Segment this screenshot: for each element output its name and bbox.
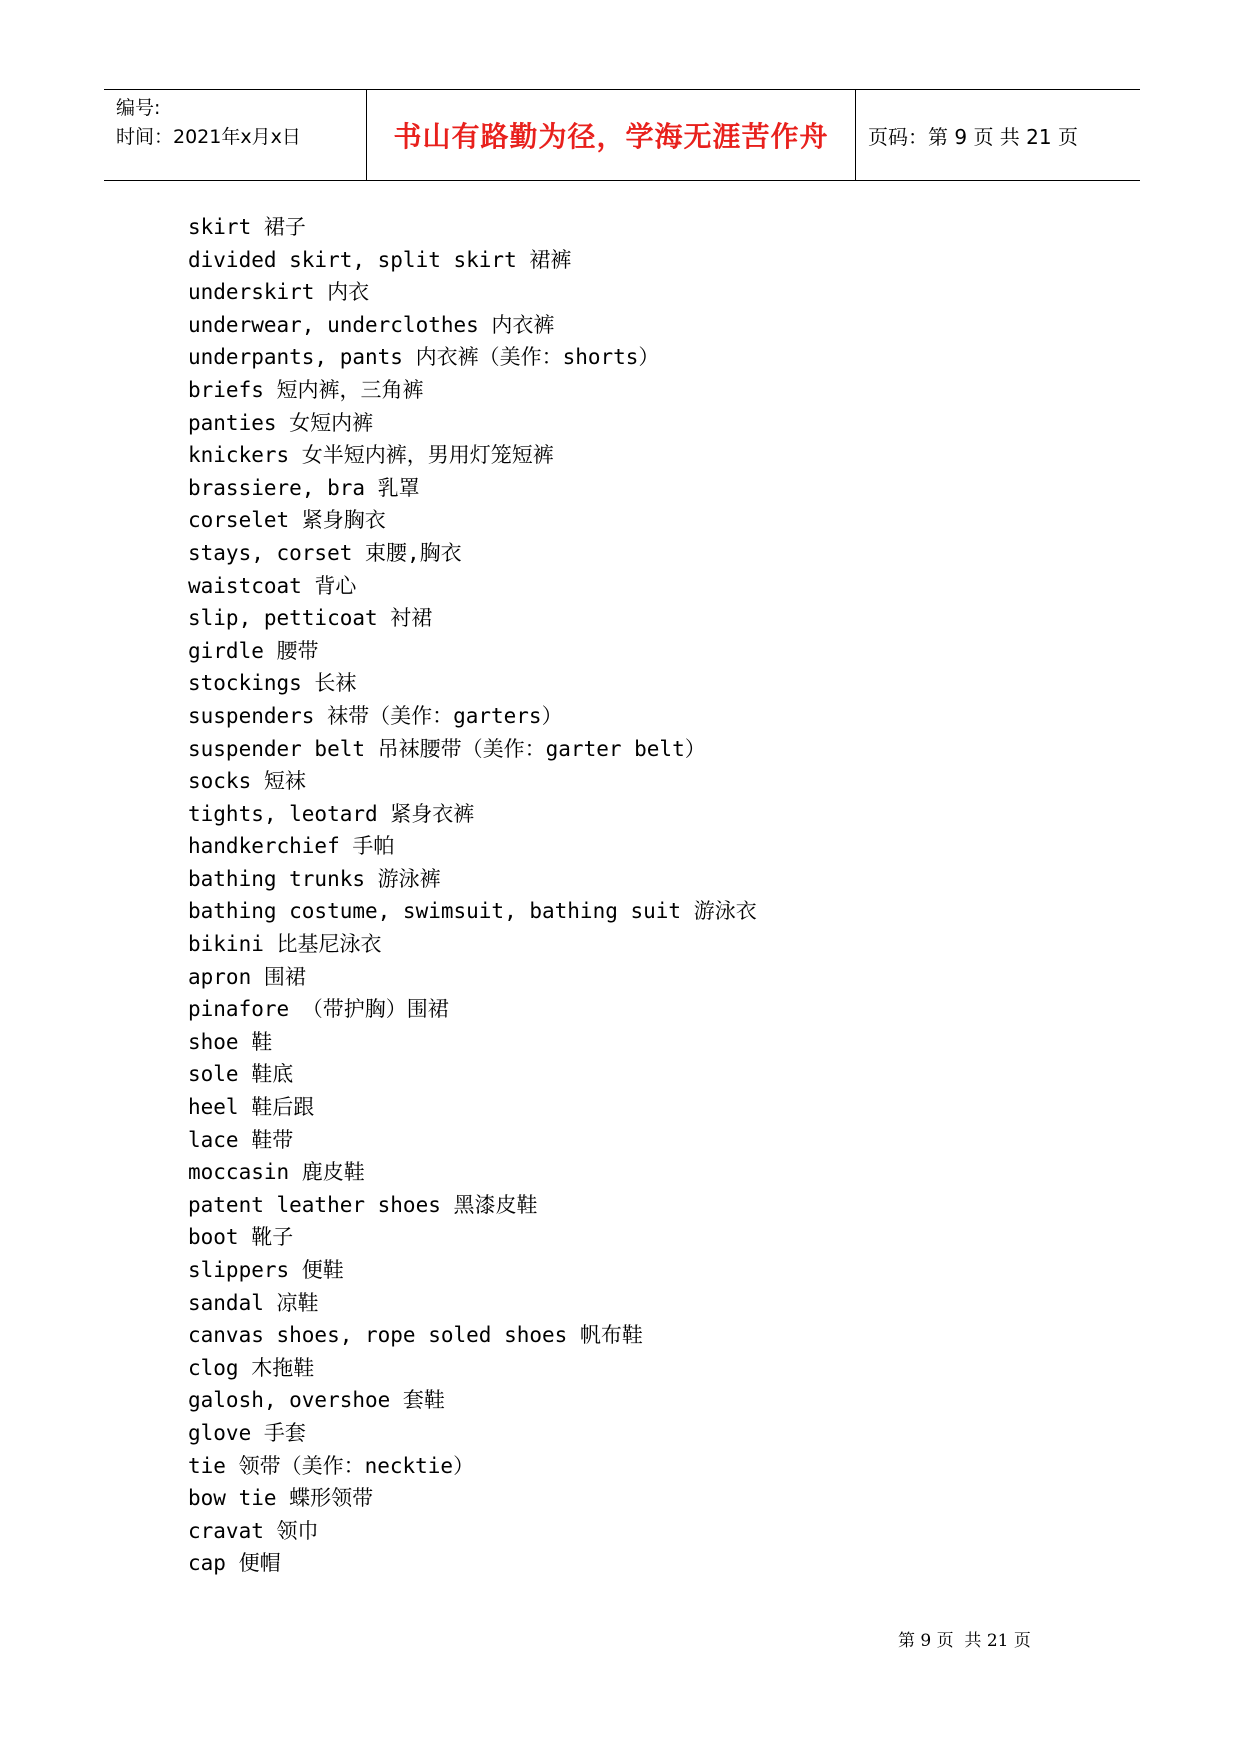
vocabulary-entry: underskirt 内衣	[188, 280, 370, 305]
vocabulary-entry: apron 围裙	[188, 964, 306, 989]
header-page-cell	[856, 90, 1140, 180]
page-header	[104, 89, 1140, 181]
vocabulary-entry: handkerchief 手帕	[188, 834, 395, 859]
vocabulary-entry: cap 便帽	[188, 1551, 281, 1576]
vocabulary-entry: patent leather shoes 黑漆皮鞋	[188, 1192, 538, 1217]
vocabulary-entry: bikini 比基尼泳衣	[188, 932, 382, 957]
vocabulary-entry: sole 鞋底	[188, 1062, 294, 1087]
vocabulary-entry: boot 靴子	[188, 1225, 294, 1250]
header-meta-cell	[104, 90, 367, 180]
document-time-label: 时间：2021年x月x日	[116, 126, 301, 148]
vocabulary-entry: divided skirt, split skirt 裙裤	[188, 247, 572, 272]
vocabulary-entry: underwear, underclothes 内衣裤	[188, 312, 555, 337]
vocabulary-entry: bathing costume, swimsuit, bathing suit 游泳衣	[188, 899, 757, 924]
header-motto-cell	[367, 90, 856, 180]
vocabulary-entry: pinafore （带护胸）围裙	[188, 997, 449, 1022]
vocabulary-entry: knickers 女半短内裤，男用灯笼短裤	[188, 443, 554, 468]
vocabulary-entry: canvas shoes, rope soled shoes 帆布鞋	[188, 1323, 643, 1348]
vocabulary-entry: girdle 腰带	[188, 638, 319, 663]
vocabulary-entry: tie 领带（美作：necktie）	[188, 1453, 475, 1478]
document-number-label: 编号:	[116, 97, 161, 119]
vocabulary-entry: bow tie 蝶形领带	[188, 1486, 374, 1511]
vocabulary-entry: underpants, pants 内衣裤（美作：shorts）	[188, 345, 660, 370]
vocabulary-entry: socks 短袜	[188, 769, 306, 794]
vocabulary-entry: glove 手套	[188, 1420, 306, 1445]
page-footer: 第 9 页 共 21 页	[898, 1631, 1031, 1651]
vocabulary-entry: stockings 长袜	[188, 671, 357, 696]
vocabulary-entry: skirt 裙子	[188, 215, 306, 239]
vocabulary-entry: sandal 凉鞋	[188, 1290, 319, 1315]
vocabulary-entry: clog 木拖鞋	[188, 1355, 315, 1380]
vocabulary-entry: briefs 短内裤，三角裤	[188, 377, 424, 402]
vocabulary-entry: suspenders 袜带（美作：garters）	[188, 703, 563, 728]
vocabulary-entry: slippers 便鞋	[188, 1258, 344, 1282]
header-page-code: 页码：第 9 页 共 21 页	[868, 124, 1078, 149]
vocabulary-entry: shoe 鞋	[188, 1029, 273, 1054]
vocabulary-list	[188, 211, 1088, 1580]
vocabulary-entry: brassiere, bra 乳罩	[188, 475, 420, 500]
vocabulary-entry: suspender belt 吊袜腰带（美作：garter belt）	[188, 736, 706, 761]
vocabulary-entry: stays, corset 束腰,胸衣	[188, 540, 462, 565]
vocabulary-entry: tights, leotard 紧身衣裤	[188, 801, 475, 826]
vocabulary-entry: moccasin 鹿皮鞋	[188, 1160, 365, 1185]
vocabulary-entry: cravat 领巾	[188, 1518, 319, 1543]
vocabulary-entry: heel 鞋后跟	[188, 1095, 315, 1120]
vocabulary-entry: waistcoat 背心	[188, 573, 357, 598]
header-motto: 书山有路勤为径，学海无涯苦作舟	[393, 120, 829, 153]
vocabulary-entry: bathing trunks 游泳裤	[188, 866, 441, 891]
vocabulary-entry: lace 鞋带	[188, 1127, 294, 1152]
vocabulary-entry: panties 女短内裤	[188, 410, 374, 435]
vocabulary-entry: galosh, overshoe 套鞋	[188, 1388, 445, 1413]
vocabulary-entry: slip, petticoat 衬裙	[188, 606, 433, 631]
vocabulary-entry: corselet 紧身胸衣	[188, 508, 386, 533]
